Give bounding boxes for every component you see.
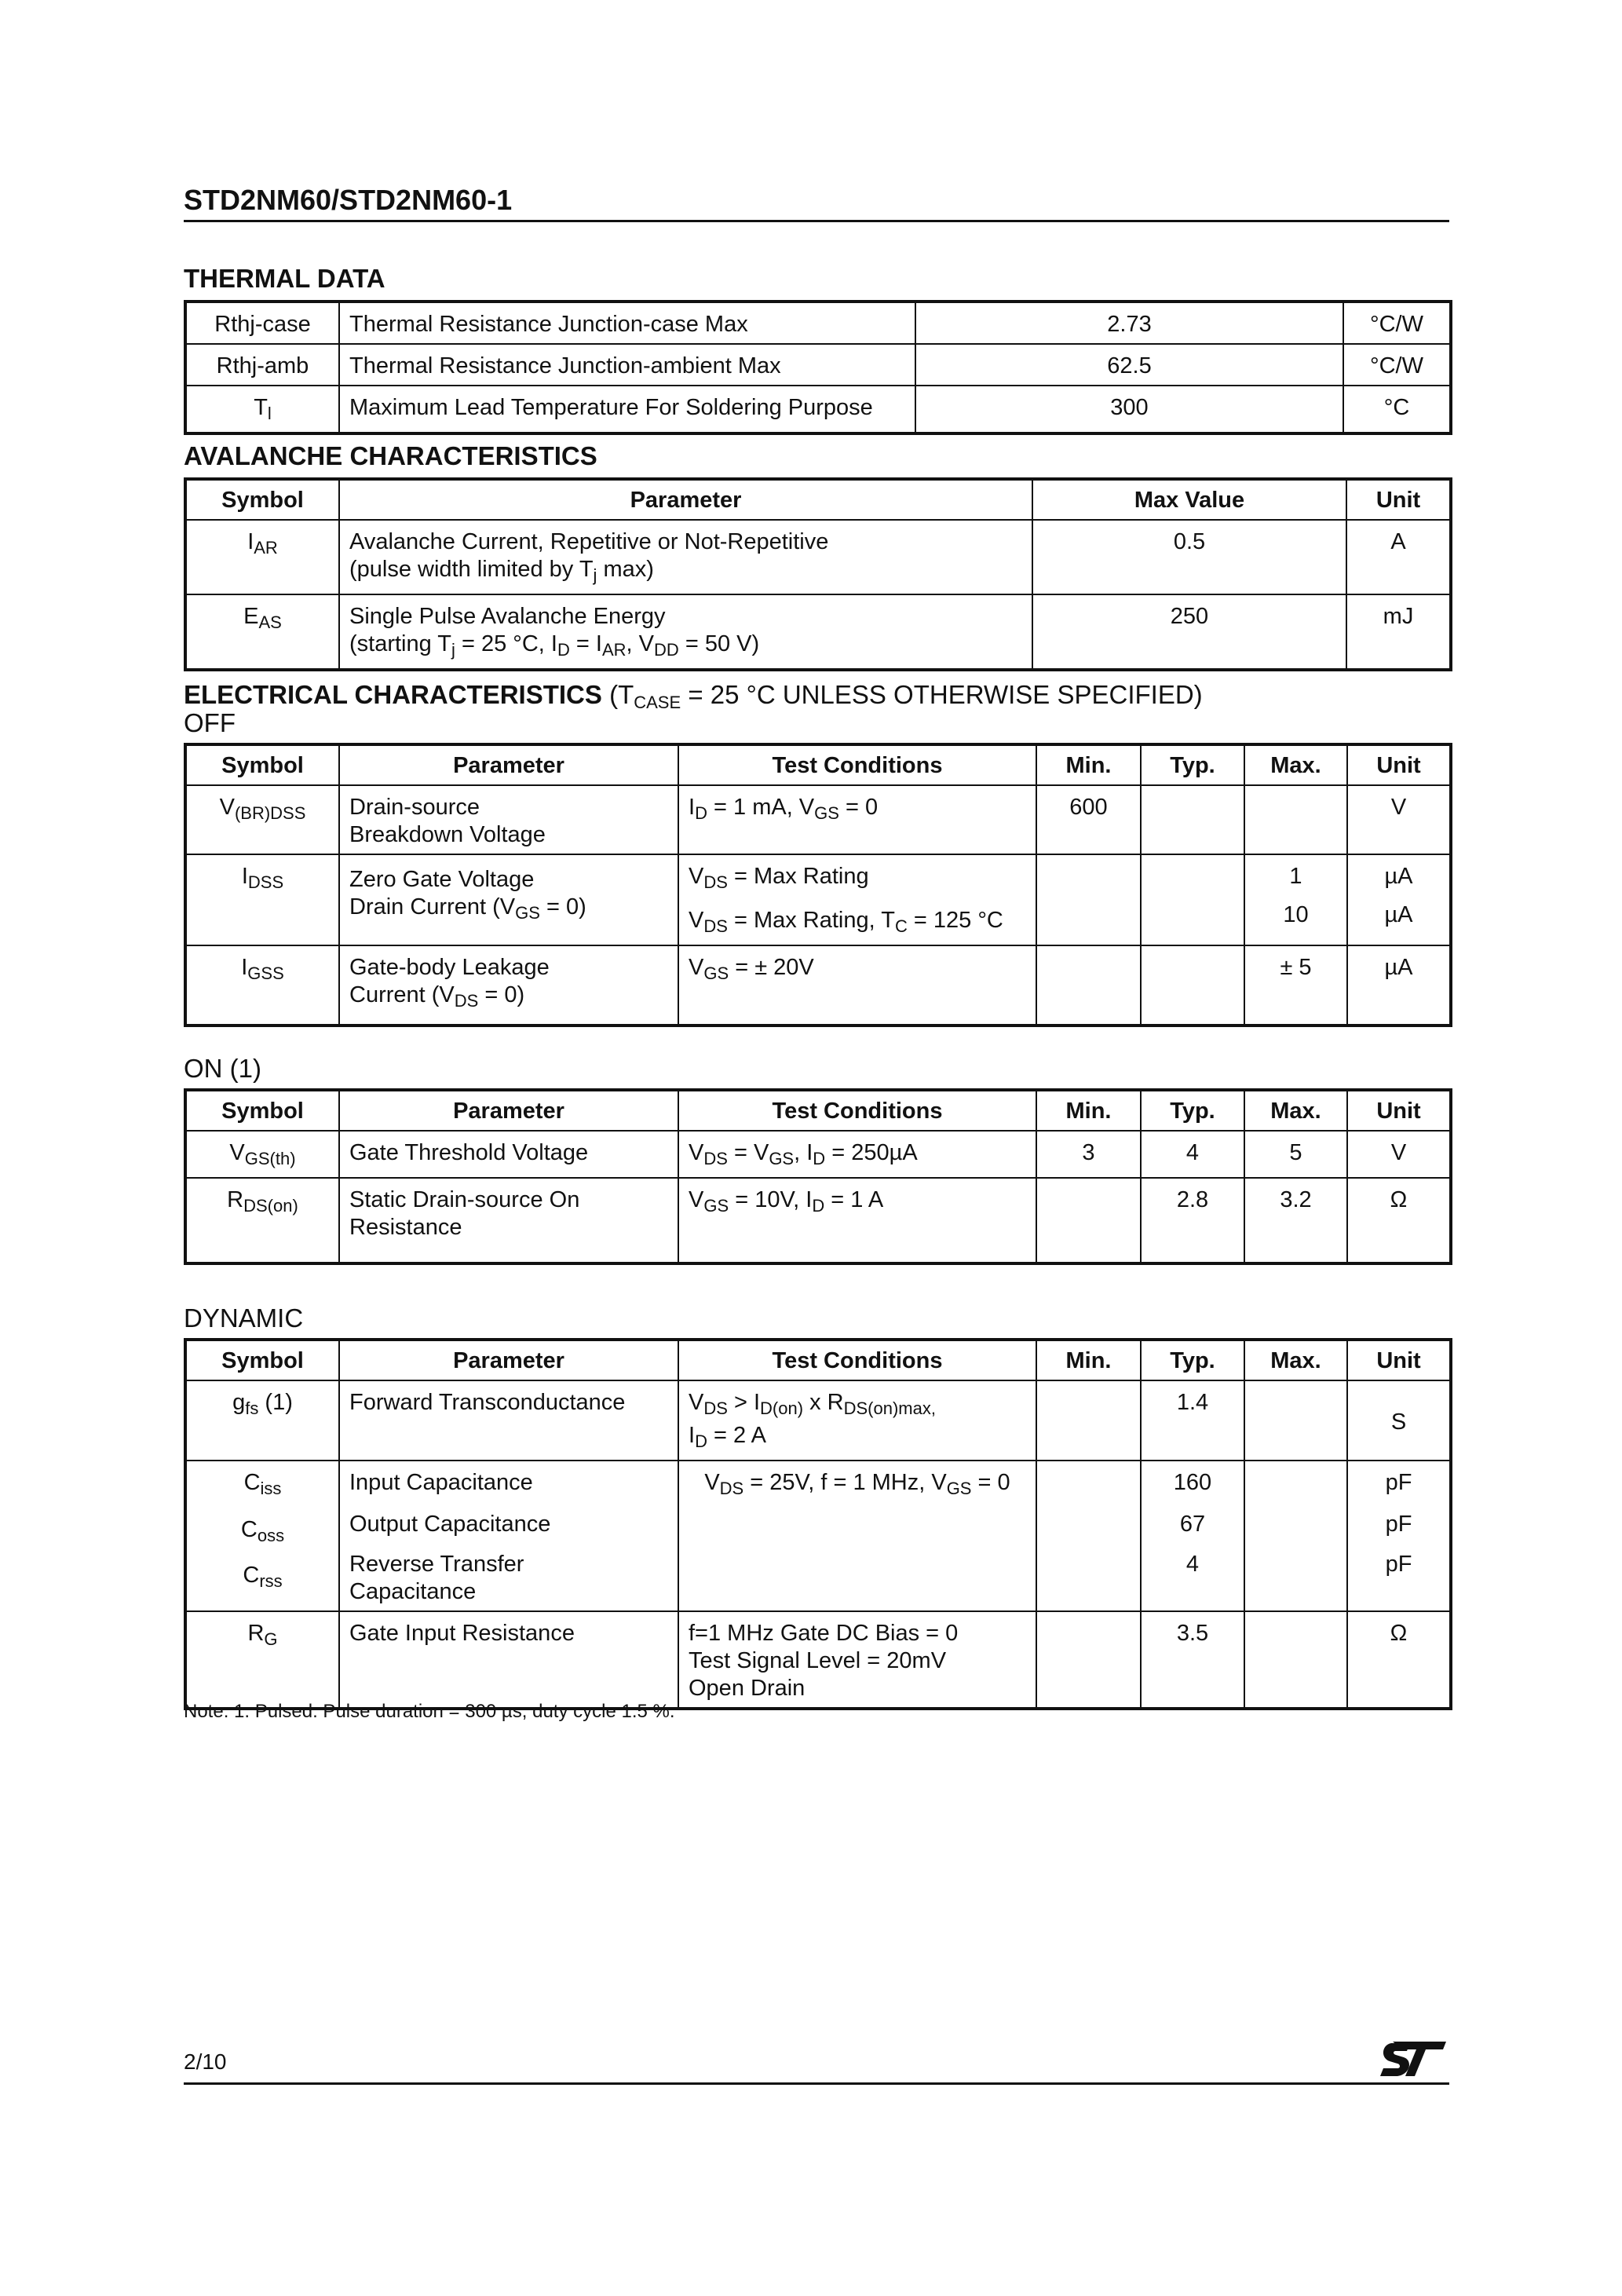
table-row [185, 854, 1451, 945]
conditions-vbrdss: $I_D = 1$ mA, $V_{GS} = 0$ [678, 785, 1036, 854]
thermal-data-title: THERMAL DATA [184, 264, 385, 293]
table-row [185, 945, 1451, 1026]
st-logo-icon [1379, 2038, 1448, 2079]
conditions-igss: $V_{GS}$ = ± 20V [678, 945, 1036, 1026]
header-rule [184, 220, 1449, 222]
typ-igss [1141, 945, 1244, 1026]
header-min: Min. [1036, 744, 1141, 785]
conditions-rg: f=1 MHz Gate DC Bias = 0 Test Signal Level = 20mV Open Drain [678, 1611, 1036, 1709]
unit-eas: mJ [1346, 594, 1451, 670]
on-title: ON (1) [184, 1054, 261, 1083]
min-vbrdss: 600 [1036, 785, 1141, 854]
thermal-parameter: Maximum Lead Temperature For Soldering Purpose [339, 386, 915, 433]
thermal-symbol: Rthj-case [185, 302, 339, 344]
typ-vbrdss [1141, 785, 1244, 854]
unit-iar: A [1346, 520, 1451, 594]
thermal-parameter: Thermal Resistance Junction-ambient Max [339, 344, 915, 386]
header-parameter: Parameter [339, 1090, 678, 1131]
thermal-parameter: Thermal Resistance Junction-case Max [339, 302, 915, 344]
typ-capacitances: 160 67 4 [1141, 1461, 1244, 1611]
min-rdson [1036, 1178, 1141, 1263]
thermal-value: 62.5 [915, 344, 1343, 386]
off-table [184, 743, 1452, 1027]
table-header-row [185, 1090, 1451, 1131]
footnote: Note: 1. Pulsed: Pulse duration = 300 µs, duty cycle 1.5 %. [184, 1701, 675, 1722]
table-header-row [185, 1340, 1451, 1380]
max-idss: 1 10 [1244, 854, 1347, 945]
parameter-vbrdss: Drain-source Breakdown Voltage [339, 785, 678, 854]
max-rg [1244, 1611, 1347, 1709]
table-row [185, 1380, 1451, 1461]
header-symbol: Symbol [185, 1090, 339, 1131]
header-parameter: Parameter [339, 479, 1032, 520]
header-max: Max. [1244, 744, 1347, 785]
symbol-igss: $I_{GSS}$ [185, 945, 339, 1026]
typ-idss [1141, 854, 1244, 945]
parameter-capacitances: Input Capacitance Output Capacitance Reverse Transfer Capacitance [339, 1461, 678, 1611]
conditions-vgsth: $V_{DS} = V_{GS}$, $I_D = 250\mu A$ [678, 1131, 1036, 1178]
header-unit: Unit [1347, 1340, 1451, 1380]
header-unit: Unit [1346, 479, 1451, 520]
typ-vgsth: 4 [1141, 1131, 1244, 1178]
max-capacitances [1244, 1461, 1347, 1611]
thermal-value: 2.73 [915, 302, 1343, 344]
header-symbol: Symbol [185, 744, 339, 785]
min-capacitances [1036, 1461, 1141, 1611]
max-vgsth: 5 [1244, 1131, 1347, 1178]
conditions-rdson: $V_{GS} = 10V$, $I_D = 1$ A [678, 1178, 1036, 1263]
symbol-rg: $R_G$ [185, 1611, 339, 1709]
header-parameter: Parameter [339, 1340, 678, 1380]
avalanche-title: AVALANCHE CHARACTERISTICS [184, 441, 597, 470]
table-row [185, 1131, 1451, 1178]
symbol-idss: $I_{DSS}$ [185, 854, 339, 945]
dynamic-title: DYNAMIC [184, 1303, 304, 1333]
thermal-symbol: Rthj-amb [185, 344, 339, 386]
min-gfs [1036, 1380, 1141, 1461]
min-igss [1036, 945, 1141, 1026]
thermal-value: 300 [915, 386, 1343, 433]
parameter-idss: Zero Gate Voltage Drain Current $(V_{GS} = 0)$ [339, 854, 678, 945]
header-unit: Unit [1347, 1090, 1451, 1131]
header-min: Min. [1036, 1340, 1141, 1380]
header-test-conditions: Test Conditions [678, 744, 1036, 785]
parameter-rdson: Static Drain-source On Resistance [339, 1178, 678, 1263]
thermal-data-table [184, 300, 1452, 435]
value-iar: 0.5 [1032, 520, 1346, 594]
table-row [185, 520, 1451, 594]
document-part-number: STD2NM60/STD2NM60-1 [184, 184, 513, 216]
parameter-vgsth: Gate Threshold Voltage [339, 1131, 678, 1178]
header-unit: Unit [1347, 744, 1451, 785]
min-rg [1036, 1611, 1141, 1709]
table-row [185, 785, 1451, 854]
footer-rule [184, 2082, 1449, 2085]
value-eas: 250 [1032, 594, 1346, 670]
svg-text:ST: ST [1379, 2038, 1380, 2039]
table-header-row [185, 744, 1451, 785]
dynamic-table [184, 1338, 1452, 1710]
unit-capacitances: pF pF pF [1347, 1461, 1451, 1611]
min-idss [1036, 854, 1141, 945]
header-max: Max. [1244, 1340, 1347, 1380]
header-typ: Typ. [1141, 1090, 1244, 1131]
parameter-igss: Gate-body Leakage Current $(V_{DS} = 0)$ [339, 945, 678, 1026]
on-table [184, 1088, 1452, 1265]
symbol-gfs: $g_{fs}$ (1) [185, 1380, 339, 1461]
symbol-iar: $I_{AR}$ [185, 520, 339, 594]
table-header-row [185, 479, 1451, 520]
unit-gfs: S [1347, 1380, 1451, 1461]
thermal-unit: °C/W [1343, 302, 1451, 344]
header-test-conditions: Test Conditions [678, 1340, 1036, 1380]
header-symbol: Symbol [185, 1340, 339, 1380]
max-gfs [1244, 1380, 1347, 1461]
table-row [185, 302, 1451, 344]
header-max: Max. [1244, 1090, 1347, 1131]
parameter-gfs: Forward Transconductance [339, 1380, 678, 1461]
header-parameter: Parameter [339, 744, 678, 785]
table-row [185, 1461, 1451, 1611]
header-max-value: Max Value [1032, 479, 1346, 520]
header-typ: Typ. [1141, 744, 1244, 785]
symbol-rdson: $R_{DS(on)}$ [185, 1178, 339, 1263]
table-row [185, 1178, 1451, 1263]
table-row [185, 386, 1451, 433]
page-number: 2/10 [184, 2049, 227, 2074]
max-vbrdss [1244, 785, 1347, 854]
header-test-conditions: Test Conditions [678, 1090, 1036, 1131]
avalanche-table [184, 477, 1452, 671]
max-igss: ± 5 [1244, 945, 1347, 1026]
conditions-capacitances: $V_{DS} = 25V$, f = 1 MHz, $V_{GS} = 0$ [678, 1461, 1036, 1611]
parameter-eas: Single Pulse Avalanche Energy (starting $T_j = 25$ °C, $I_D = I_{AR}$, $V_{DD} = 50$ V) [339, 594, 1032, 670]
header-symbol: Symbol [185, 479, 339, 520]
symbol-eas: $E_{AS}$ [185, 594, 339, 670]
off-title: OFF [184, 708, 236, 737]
symbol-vgsth: $V_{GS(th)}$ [185, 1131, 339, 1178]
unit-rg: Ω [1347, 1611, 1451, 1709]
table-row [185, 344, 1451, 386]
conditions-gfs: $V_{DS} > I_{D(on)}$ x $R_{DS(on)max,}$ $I_D = 2$ A [678, 1380, 1036, 1461]
table-row [185, 594, 1451, 670]
thermal-unit: °C [1343, 386, 1451, 433]
unit-idss: µA µA [1347, 854, 1451, 945]
unit-igss: µA [1347, 945, 1451, 1026]
typ-gfs: 1.4 [1141, 1380, 1244, 1461]
min-vgsth: 3 [1036, 1131, 1141, 1178]
parameter-rg: Gate Input Resistance [339, 1611, 678, 1709]
electrical-title: ELECTRICAL CHARACTERISTICS ($T_{CASE} = 25$ °C UNLESS OTHERWISE SPECIFIED) [184, 680, 1203, 712]
parameter-iar: Avalanche Current, Repetitive or Not-Repetitive (pulse width limited by $T_j$ max) [339, 520, 1032, 594]
symbol-capacitances: $C_{iss}$ $C_{oss}$ $C_{rss}$ [185, 1461, 339, 1611]
unit-rdson: Ω [1347, 1178, 1451, 1263]
unit-vbrdss: V [1347, 785, 1451, 854]
unit-vgsth: V [1347, 1131, 1451, 1178]
conditions-idss: $V_{DS}$ = Max Rating $V_{DS}$ = Max Rating, $T_C = 125$ °C [678, 854, 1036, 945]
max-rdson: 3.2 [1244, 1178, 1347, 1263]
typ-rg: 3.5 [1141, 1611, 1244, 1709]
thermal-symbol: $T_l$ [185, 386, 339, 433]
typ-rdson: 2.8 [1141, 1178, 1244, 1263]
header-min: Min. [1036, 1090, 1141, 1131]
table-row [185, 1611, 1451, 1709]
thermal-unit: °C/W [1343, 344, 1451, 386]
header-typ: Typ. [1141, 1340, 1244, 1380]
symbol-vbrdss: $V_{(BR)DSS}$ [185, 785, 339, 854]
